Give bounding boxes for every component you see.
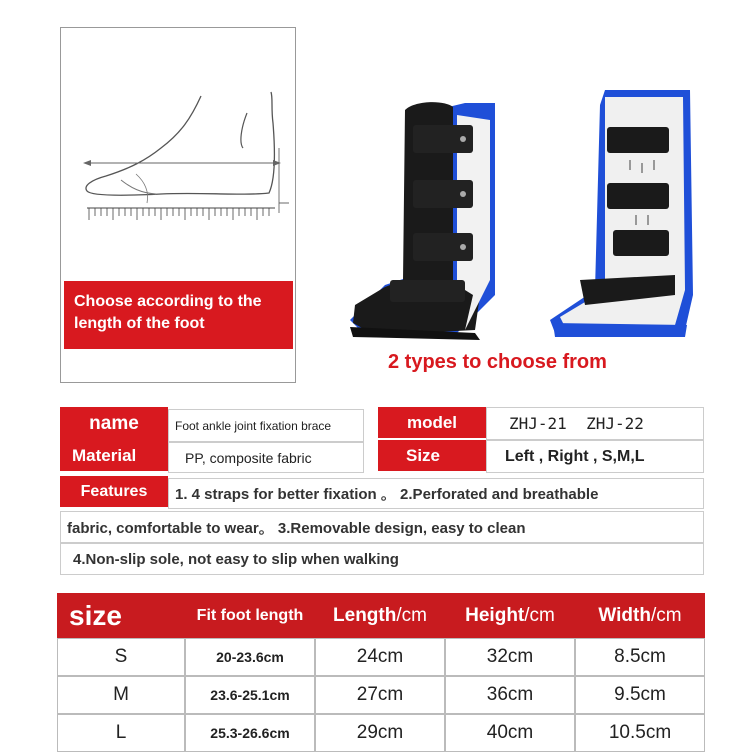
name-label-cell	[60, 407, 168, 440]
table-row-fit: 25.3-26.6cm	[185, 714, 315, 752]
table-row-height: 40cm	[445, 714, 575, 752]
table-row-size: S	[57, 638, 185, 676]
model-value-cell	[486, 407, 704, 440]
size-label-cell	[378, 440, 486, 471]
size-value-cell	[486, 440, 704, 473]
table-row-length: 27cm	[315, 676, 445, 714]
table-row-width: 8.5cm	[575, 638, 705, 676]
table-row-fit: 23.6-25.1cm	[185, 676, 315, 714]
features-line1: 1. 4 straps for better fixation 。 2.Perforated and breathable	[175, 486, 599, 503]
material-label-cell	[60, 440, 168, 471]
material-value-cell	[168, 442, 364, 473]
model-label-cell	[378, 407, 486, 438]
header-width: Width /cm	[575, 593, 705, 638]
table-row-length: 24cm	[315, 638, 445, 676]
features-line3-cell	[60, 543, 704, 575]
table-row-width: 9.5cm	[575, 676, 705, 714]
table-row-size: M	[57, 676, 185, 714]
foot-measurement-illustration	[61, 28, 295, 278]
size-label: Size	[406, 445, 441, 465]
table-row-width: 10.5cm	[575, 714, 705, 752]
types-caption: 2 types to choose from	[388, 351, 607, 373]
table-row-height: 36cm	[445, 676, 575, 714]
header-size: size	[57, 593, 185, 638]
material-label: Material	[72, 445, 137, 465]
model-label: model	[406, 412, 458, 432]
name-value: Foot ankle joint fixation brace	[175, 418, 332, 433]
header-height: Height /cm	[445, 593, 575, 638]
table-row-fit: 20-23.6cm	[185, 638, 315, 676]
material-value: PP, composite fabric	[185, 449, 312, 466]
name-value-cell	[168, 409, 364, 442]
features-line2-cell	[60, 511, 704, 543]
features-line3: 4.Non-slip sole, not easy to slip when walking	[73, 550, 399, 568]
table-row-height: 32cm	[445, 638, 575, 676]
features-line2: fabric, comfortable to wear。 3.Removable design, easy to clean	[67, 519, 526, 537]
header-length: Length /cm	[315, 593, 445, 638]
foot-length-caption: Choose according to the length of the foot	[64, 281, 293, 349]
size-value: Left , Right , S,M,L	[505, 447, 645, 465]
table-row-length: 29cm	[315, 714, 445, 752]
features-label-cell	[60, 476, 168, 507]
features-line1-cell	[168, 478, 704, 509]
model-value: ZHJ-21 ZHJ-22	[509, 414, 644, 433]
name-label: name	[89, 412, 139, 434]
brace-zhj22-image	[545, 85, 705, 345]
features-label: Features	[80, 482, 148, 500]
brace-zhj21-image	[345, 95, 505, 345]
header-fit-length: Fit foot length	[185, 593, 315, 638]
table-row-size: L	[57, 714, 185, 752]
